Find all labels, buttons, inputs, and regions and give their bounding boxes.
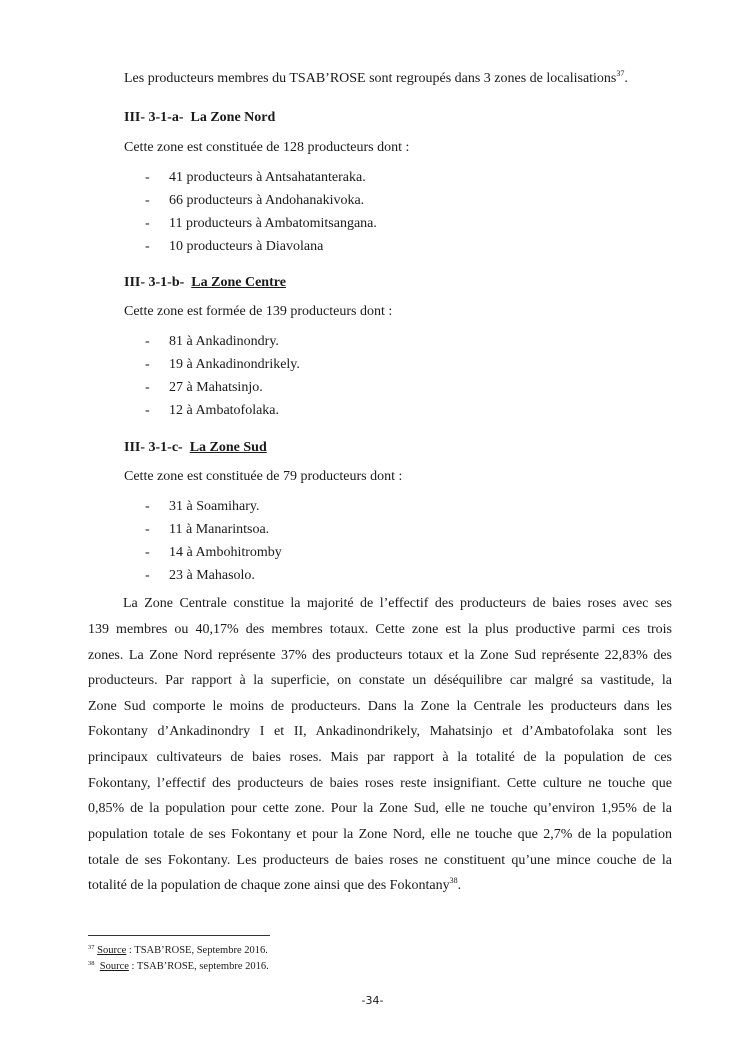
list-marker: - <box>145 380 150 395</box>
paragraph-line: Fokontany, l’effectif des producteurs de baies roses reste insignifiant. Cette culture ne touche que <box>88 776 672 791</box>
paragraph-line: totale de ses Fokontany. Les producteurs de baies roses ne constituent qu’une mince couche de la <box>88 853 672 868</box>
footnote-source-label: Source <box>99 961 129 972</box>
list-marker: - <box>145 568 150 583</box>
list-marker: - <box>145 499 150 514</box>
list-item: 81 à Ankadinondry. <box>169 334 279 349</box>
list-item: 27 à Mahatsinjo. <box>169 380 263 395</box>
heading-prefix: III- 3-1-c- <box>124 440 183 455</box>
heading-title: La Zone Sud <box>189 440 267 455</box>
zone-centre-heading <box>124 274 286 292</box>
list-marker: - <box>145 403 150 418</box>
list-item: 14 à Ambohitromby <box>169 545 282 560</box>
footnote-ref-37[interactable]: 37 <box>616 69 625 78</box>
zone-sud-heading <box>124 439 267 457</box>
page-number: -34- <box>361 994 384 1007</box>
list-marker: - <box>145 545 150 560</box>
zone-nord-heading <box>124 109 275 127</box>
list-item: 12 à Ambatofolaka. <box>169 403 280 418</box>
paragraph-line: La Zone Centrale constitue la majorité de l’effectif des producteurs de baies roses avec ses <box>123 596 672 611</box>
footnote-text: : TSAB’ROSE, Septembre 2016. <box>126 945 268 956</box>
zone-sud-intro: Cette zone est constituée de 79 producteurs dont : <box>124 469 403 484</box>
list-item: 41 producteurs à Antsahatanteraka. <box>169 170 366 185</box>
intro-paragraph <box>124 70 628 88</box>
list-item: 66 producteurs à Andohanakivoka. <box>169 193 365 208</box>
paragraph-line: 139 membres ou 40,17% des membres totaux. Cette zone est la plus productive parmi ces trois <box>88 622 672 637</box>
list-marker: - <box>145 357 150 372</box>
footnote-38 <box>88 960 269 973</box>
heading-title: La Zone Nord <box>190 110 276 125</box>
list-marker: - <box>145 522 150 537</box>
list-marker: - <box>145 334 150 349</box>
paragraph-line: Zone Sud comporte le moins de producteurs. Dans la Zone la Centrale les producteurs dans les <box>88 699 672 714</box>
paragraph-line: population totale de ses Fokontany et pour la Zone Nord, elle ne touche que 2,7% de la population <box>88 827 672 842</box>
intro-text: Les producteurs membres du TSAB’ROSE sont regroupés dans 3 zones de localisations <box>124 71 617 86</box>
footnote-number: 38 <box>88 960 95 967</box>
footnote-text: : TSAB’ROSE, septembre 2016. <box>128 961 269 972</box>
list-item: 19 à Ankadinondrikely. <box>169 357 300 372</box>
zone-nord-intro: Cette zone est constituée de 128 producteurs dont : <box>124 140 410 155</box>
list-marker: - <box>145 193 150 208</box>
list-item: 11 producteurs à Ambatomitsangana. <box>169 216 377 231</box>
heading-prefix: III- 3-1-b- <box>124 275 185 290</box>
list-item: 23 à Mahasolo. <box>169 568 255 583</box>
footnote-number: 37 <box>88 944 95 951</box>
list-marker: - <box>145 239 150 254</box>
heading-prefix: III- 3-1-a- <box>124 110 184 125</box>
paragraph-last-line <box>88 877 672 895</box>
paragraph-line: 0,85% de la population pour cette zone. Pour la Zone Sud, elle ne touche qu’environ 1,95% de la <box>88 801 672 816</box>
list-item: 31 à Soamihary. <box>169 499 260 514</box>
paragraph-line: Fokontany d’Ankadinondry I et II, Ankadinondrikely, Mahatsinjo et d’Ambatofolaka sont les <box>88 724 672 739</box>
paragraph-line: producteurs. Par rapport à la superficie, on constate un déséquilibre car malgré sa vastitude, la <box>88 673 672 688</box>
footnote-ref-38[interactable]: 38 <box>449 876 458 885</box>
paragraph-line: zones. La Zone Nord représente 37% des producteurs totaux et la Zone Sud représente 22,83% des <box>88 648 672 663</box>
footnote-source-label: Source <box>97 945 127 956</box>
paragraph-end: . <box>457 878 462 893</box>
zone-centre-intro: Cette zone est formée de 139 producteurs dont : <box>124 304 393 319</box>
footnote-separator <box>88 935 270 936</box>
paragraph-line: principaux cultivateurs de baies roses. Mais par rapport à la totalité de la population de ces <box>88 750 672 765</box>
intro-end: . <box>624 71 628 86</box>
list-item: 11 à Manarintsoa. <box>169 522 270 537</box>
list-item: 10 producteurs à Diavolana <box>169 239 324 254</box>
list-marker: - <box>145 170 150 185</box>
paragraph-last-text: totalité de la population de chaque zone ainsi que des Fokontany <box>88 878 450 893</box>
list-marker: - <box>145 216 150 231</box>
heading-title: La Zone Centre <box>191 275 286 290</box>
footnote-37 <box>88 944 268 957</box>
